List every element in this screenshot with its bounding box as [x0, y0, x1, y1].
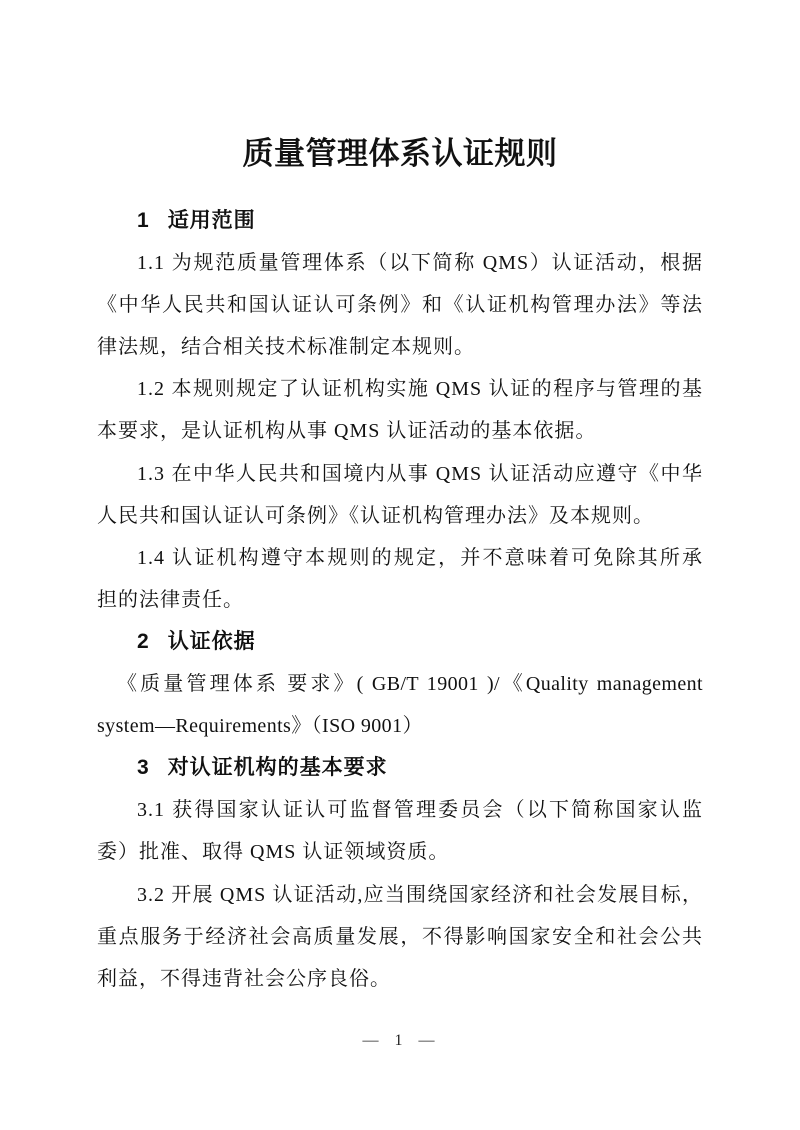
body-line: 担的法律责任。: [97, 588, 244, 611]
section-1-heading: [97, 200, 703, 242]
body-line: 3.2 开展 QMS 认证活动,应当围绕国家经济和社会发展目标，: [137, 883, 703, 906]
section-3-number: 3: [137, 756, 150, 780]
body-line: 1.1 为规范质量管理体系（以下简称 QMS）认证活动，根据: [137, 252, 703, 275]
paragraph-1-4: [97, 537, 703, 621]
section-3-title: 对认证机构的基本要求: [167, 756, 388, 780]
section-2-number: 2: [137, 629, 150, 653]
paragraph-1-3: [97, 453, 703, 537]
section-1-title: 适用范围: [167, 209, 256, 232]
body-line: 利益，不得违背社会公序良俗。: [97, 967, 391, 990]
body-line: 人民共和国认证认可条例》《认证机构管理办法》及本规则。: [97, 504, 654, 527]
body-line: 1.3 在中华人民共和国境内从事 QMS 认证活动应遵守《中华: [137, 462, 703, 485]
body-line: 3.1 获得国家认证认可监督管理委员会（以下简称国家认监: [137, 799, 703, 822]
paragraph-3-2: [97, 874, 703, 1000]
body-line: 《中华人民共和国认证认可条例》和《认证机构管理办法》等法: [97, 294, 703, 317]
body-line: 委）批准、取得 QMS 认证领域资质。: [97, 841, 450, 864]
body-line: 重点服务于经济社会高质量发展，不得影响国家安全和社会公共: [97, 925, 703, 948]
paragraph-2-1: [97, 663, 703, 747]
body-line: 本要求，是认证机构从事 QMS 认证活动的基本依据。: [97, 420, 597, 443]
paragraph-1-1: [97, 242, 703, 368]
page-number: — 1 —: [362, 1032, 438, 1049]
section-2-title: 认证依据: [167, 629, 256, 653]
body-line: 1.2 本规则规定了认证机构实施 QMS 认证的程序与管理的基: [137, 378, 703, 401]
section-1-number: 1: [137, 209, 150, 232]
body-line: 《质量管理体系 要求》( GB/T 19001 )/《Quality management: [117, 673, 703, 696]
section-3-heading: [97, 747, 703, 789]
section-2-heading: [97, 621, 703, 663]
document-body: [97, 200, 703, 1000]
paragraph-3-1: [97, 789, 703, 873]
body-line: system—Requirements》（ISO 9001）: [97, 715, 423, 738]
body-line: 律法规，结合相关技术标准制定本规则。: [97, 336, 475, 359]
document-title: 质量管理体系认证规则: [242, 136, 558, 171]
body-line: 1.4 认证机构遵守本规则的规定，并不意味着可免除其所承: [137, 546, 703, 569]
paragraph-1-2: [97, 368, 703, 452]
